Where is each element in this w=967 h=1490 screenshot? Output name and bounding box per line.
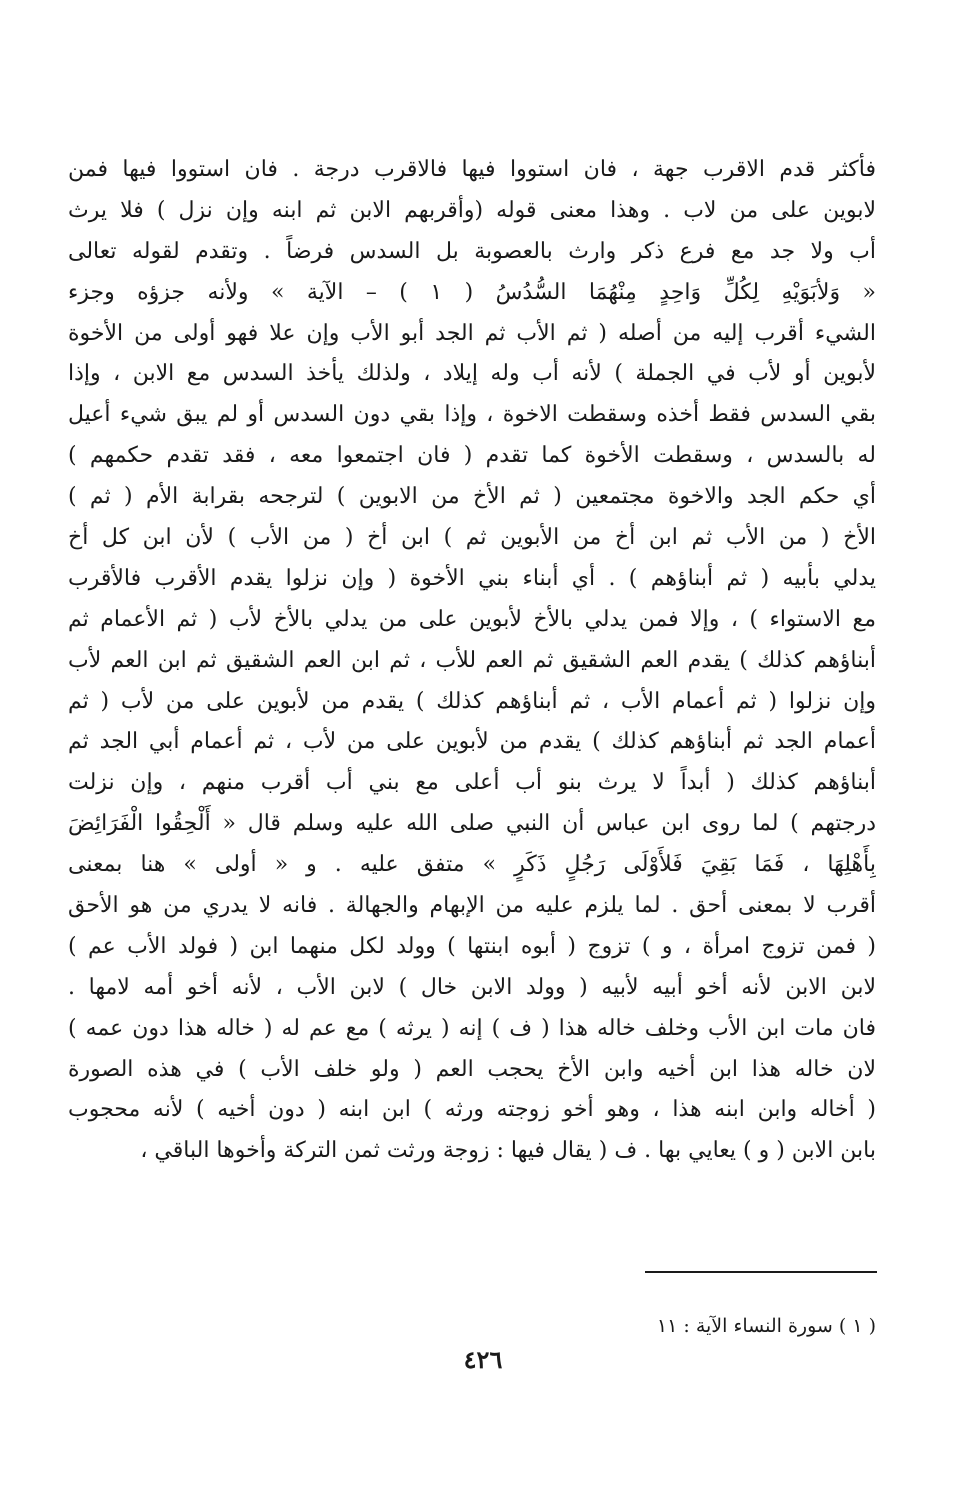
- text-line-2: لابوين على من لاب . وهذا معنى قوله (وأقربهم الابن ثم ابنه وإن نزل ) فلا يرث: [68, 197, 876, 223]
- text-line-25: بابن الابن ( و ) يعايي بها . ف ( يقال فيها : زوجة ورثت ثمن التركة وأخوها الباقي ،: [140, 1138, 876, 1164]
- text-line-20: ( فمن تزوج امرأة ، و ) تزوج ( أبوه ابنتها ) وولد لكل منهما ابن ( فولد الأب عم ): [68, 933, 876, 959]
- body-text: [68, 150, 876, 1172]
- text-line-5: الشيء أقرب إليه من أصله ( ثم الأب ثم الجد أبو الأب وإن علا فهو أولى من الأخوة: [68, 320, 876, 346]
- text-line-16: أبناؤهم كذلك ( أبداً لا يرث بنو أب أعلى مع بني أب أقرب منهم ، وإن نزلت: [68, 770, 876, 796]
- text-line-10: الأخ ( من الأب ثم ابن أخ من الأبوين ثم ) ابن أخ ( من الأب ) لأن ابن كل أخ: [68, 525, 876, 551]
- text-line-6: لأبوين أو لأب في الجملة ) لأنه أب وله إيلاد ، ولذلك يأخذ السدس مع الابن ، وإذا: [68, 361, 876, 387]
- footnote-divider: [645, 1271, 877, 1273]
- text-line-18: بِأَهْلِهَا ، فَمَا بَقِيَ فَلأَوْلَى رَجُلٍ ذَكَرٍ » متفق عليه . و « أولى » هنا بمعنى: [68, 852, 876, 878]
- text-line-24: ( أخاله وابن ابنه هذا ، وهو أخو زوجته ورثه ) ابن ابنه ( دون أخيه ) لأنه محجوب: [68, 1097, 876, 1123]
- text-line-13: أبناؤهم كذلك ) يقدم العم الشقيق ثم العم للأب ، ثم ابن العم الشقيق ثم ابن العم لأب: [68, 647, 876, 673]
- text-line-1: فأكثر قدم الاقرب جهة ، فان استووا فيها فالاقرب درجة . فان استووا فيها فمن: [68, 157, 876, 182]
- text-line-14: وإن نزلوا ( ثم أعمام الأب ، ثم أبناؤهم كذلك ) يقدم من لأبوين على من لأب ( ثم: [68, 688, 876, 714]
- text-line-23: لان خاله هذا ابن أخيه وابن الأخ يحجب العم ( ولو خلف الأب ) في هذه الصورة: [68, 1056, 876, 1082]
- text-line-7: بقي السدس فقط أخذه وسقطت الاخوة ، وإذا بقي دون السدس أو لم يبق شيء أعيل: [68, 402, 876, 428]
- text-line-22: فان مات ابن الأب وخلف خاله هذا ( ف ) إنه ( يرثه ) مع عم له ( خاله هذا دون عمه ): [68, 1015, 876, 1041]
- text-line-11: يدلي بأبيه ( ثم أبناؤهم ) . أي أبناء بني الأخوة ( وإن نزلوا يقدم الأقرب فالأقرب: [68, 565, 876, 591]
- text-line-4: « وَلأبَوَيْهِ لِكُلِّ وَاحِدٍ مِنْهُمَا السُّدُسُ ( ١ ) – الآية » ولأنه جزؤه وجزء: [68, 279, 876, 305]
- text-line-9: أي حكم الجد والاخوة مجتمعين ( ثم الأخ من الابوين ) لترجحه بقرابة الأم ( ثم ): [68, 484, 876, 510]
- text-line-3: أب ولا جد مع فرع ذكر وارث بالعصوبة بل السدس فرضاً . وتقدم لقوله تعالى: [68, 238, 876, 264]
- text-line-17: درجتهم ) لما روى ابن عباس أن النبي صلى الله عليه وسلم قال « أَلْحِقُوا الْفَرَائِضَ: [68, 811, 876, 837]
- text-line-19: أقرب لا بمعنى أحق . لما يلزم عليه من الإبهام والجهالة . فانه لا يدري من هو الأحق: [68, 893, 876, 919]
- text-line-8: له بالسدس ، وسقطت الأخوة كما تقدم ( فان اجتمعوا معه ، فقد تقدم حكمهم ): [68, 443, 876, 469]
- text-line-15: أعمام الجد ثم أبناؤهم كذلك ) يقدم من لأبوين على من لأب ، ثم أعمام أبي الجد ثم: [68, 729, 876, 755]
- footnote: ( ١ ) سورة النساء الآية : ١١: [656, 1315, 876, 1337]
- page-number: ٤٢٦: [463, 1345, 503, 1374]
- text-line-21: لابن الابن لأنه أخو أبيه لأبيه ( وولد الابن خال ) لابن الأب ، لأنه أخو أمه لامها .: [68, 974, 876, 1000]
- text-line-12: مع الاستواء ) ، وإلا فمن يدلي بالأخ لأبوين على من يدلي بالأخ لأب ( ثم الأعمام ثم: [68, 606, 876, 632]
